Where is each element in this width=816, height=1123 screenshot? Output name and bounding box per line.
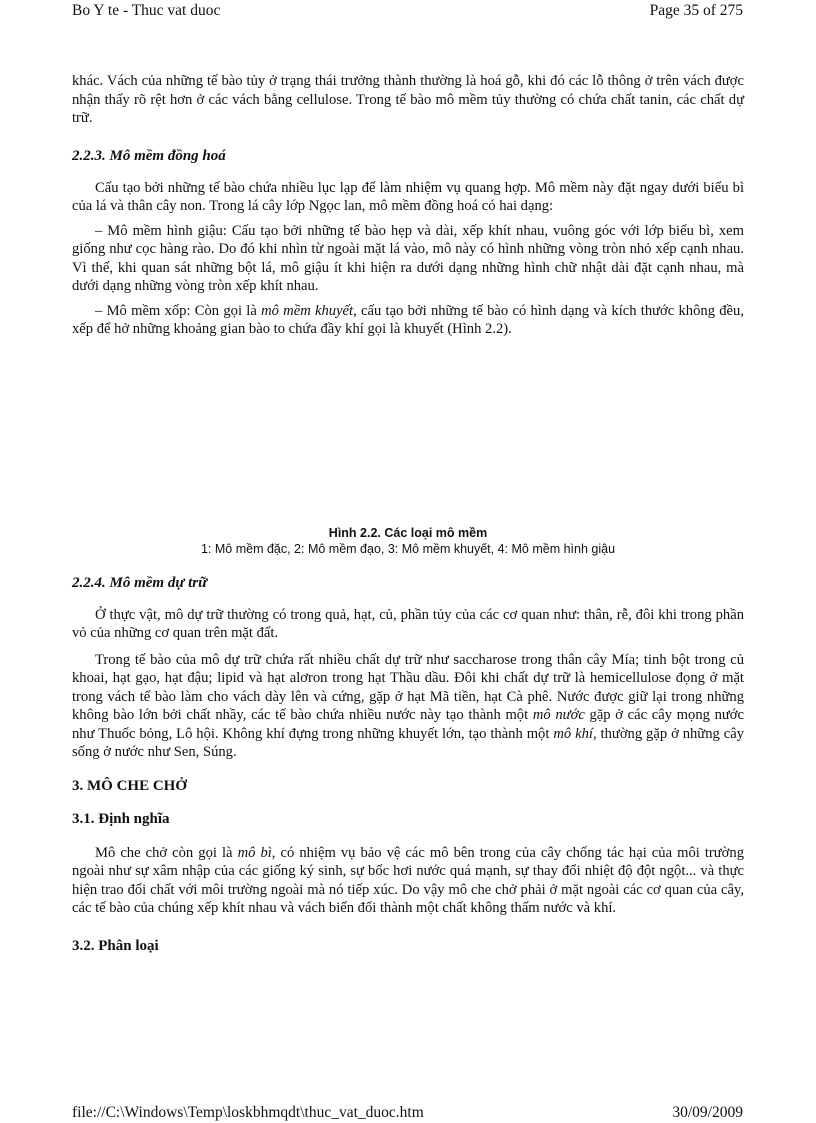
paragraph-intro: khác. Vách của những tế bào tủy ở trạng thái trưởng thành thường là hoá gỗ, khi đó các lỗ thông ở trên vách được nhận thấy rõ rệt hơn ở các vách bằng cellulose. Trong tế bào mô mềm tủy thường có chứa chất tanin, các chất dự trữ.: [72, 73, 744, 126]
heading-2-2-4: 2.2.4. Mô mềm dự trữ: [72, 574, 208, 591]
document-body: [72, 72, 744, 955]
emphasis-term: mô mềm khuyết: [261, 302, 354, 319]
text-run: , thường gặp ở những cây sống ở nước như Sen, Súng.: [72, 725, 744, 760]
paragraph-2-2-3-2: – Mô mềm hình giậu: Cấu tạo bởi những tế bào hẹp và dài, xếp khít nhau, vuông góc với lớp biểu bì, xem giống như cọc hàng rào. Do đó khi nhìn từ ngoài mặt lá vào, mô này có hình những vòng tròn nhỏ xếp cạnh nhau. Vì thế, khi quan sát những bột lá, mô giậu ít khi hiện ra dưới dạng những hình chữ nhật dài đặt cạnh nhau, mà dưới dạng những vòng tròn xếp khít nhau.: [72, 222, 744, 294]
figure-legend: 1: Mô mềm đặc, 2: Mô mềm đạo, 3: Mô mềm khuyết, 4: Mô mềm hình giậu: [200, 541, 616, 556]
text-run: gặp ở các cây mọng nước như Thuốc bỏng, Lô hội. Không khí đựng trong những khuyết lớn, tạo thành một: [72, 707, 744, 742]
figure-caption: [72, 525, 744, 557]
text-run: Trong tế bào của mô dự trữ chứa rất nhiều chất dự trữ như saccharose trong thân cây Mía; tinh bột trong củ khoai, hạt gạo, hạt đậu; lipid và hạt alơron trong hạt Thầu dầu. Đôi khi chất dự trữ là hemicellulose đọng ở mặt trong vách tế bào làm cho vách dày lên và cứng, gặp ở hạt Mã tiền, hạt Cà phê. Nước được giữ lại trong những không bào lớn bởi chất nhầy, các tế bào chứa nhiều nước này tạo thành một: [72, 651, 744, 723]
text-run: Mô che chở còn gọi là: [95, 844, 238, 861]
heading-3: 3. MÔ CHE CHỞ: [72, 777, 187, 794]
header-page-number: Page 35 of 275: [649, 2, 743, 19]
text-run: , có nhiệm vụ bảo vệ các mô bên trong của cây chống tác hại của môi trường ngoài như sự xâm nhập của các giống ký sinh, sự bốc hơi nước quá mạnh, sự thay đổi nhiệt độ đột ngột... và thực hiện trao đổi chất với môi trường ngoài mà nó tiếp xúc. Do vậy mô che chở phải ở mặt ngoài các cơ quan của cây, các tế bào của chúng xếp khít nhau và vách biến đổi thành một chất không thấm nước và khí.: [72, 844, 744, 916]
paragraph-2-2-4-1: Ở thực vật, mô dự trữ thường có trong quả, hạt, củ, phần tủy của các cơ quan như: thân, rễ, đôi khi trong phần vỏ của những cơ quan trên mặt đất.: [72, 606, 744, 641]
emphasis-term: mô bì: [237, 844, 272, 861]
footer-date: 30/09/2009: [672, 1104, 743, 1121]
text-run: – Mô mềm xốp: Còn gọi là: [95, 302, 262, 319]
header-title: Bo Y te - Thuc vat duoc: [72, 2, 221, 19]
emphasis-term: mô nước: [532, 707, 585, 723]
figure-placeholder: [72, 339, 744, 525]
heading-2-2-3: 2.2.3. Mô mềm đồng hoá: [72, 147, 226, 164]
text-run: , cấu tạo bởi những tế bào có hình dạng và kích thước không đều, xếp để hở những khoảng gian bào to chứa đầy khí gọi là khuyết (Hình 2.2).: [72, 302, 744, 337]
figure-title: Hình 2.2. Các loại mô mềm: [328, 525, 488, 540]
paragraph-2-2-3-3: [72, 302, 744, 339]
paragraph-3-1: [72, 844, 744, 918]
emphasis-term: mô khí: [553, 725, 593, 742]
paragraph-2-2-3-1: Cấu tạo bởi những tế bào chứa nhiều lục lạp để làm nhiệm vụ quang hợp. Mô mềm này đặt ngay dưới biểu bì của lá và thân cây non. Trong lá cây lớp Ngọc lan, mô mềm đồng hoá có hai dạng:: [72, 179, 744, 214]
paragraph-2-2-4-2: [72, 651, 744, 762]
heading-3-1: 3.1. Định nghĩa: [72, 810, 170, 827]
heading-3-2: 3.2. Phân loại: [72, 937, 159, 954]
footer-file-path: file://C:\Windows\Temp\loskbhmqdt\thuc_vat_duoc.htm: [72, 1104, 424, 1121]
